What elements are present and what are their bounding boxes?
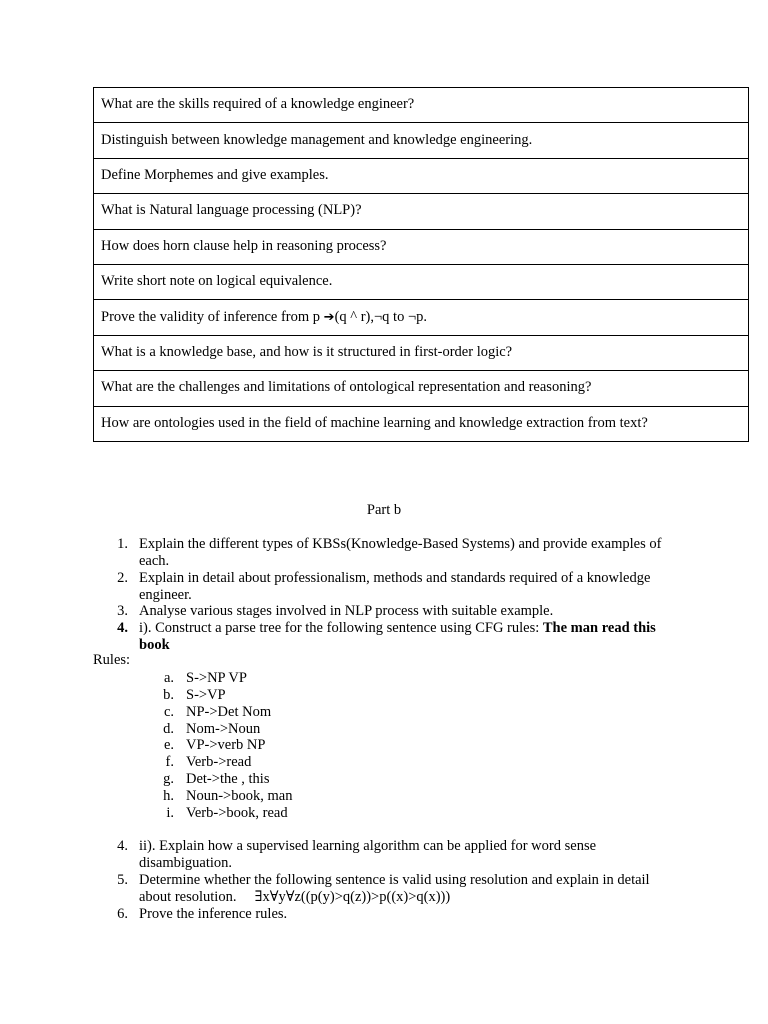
item-number: 3.: [117, 603, 128, 619]
question-cell: What are the challenges and limitations of ontological representation and reasoning?: [94, 371, 749, 406]
item-number: 5.: [117, 872, 128, 888]
rule-text: Noun->book, man: [186, 788, 293, 804]
table-row: [94, 335, 749, 370]
rule-text: NP->Det Nom: [186, 704, 272, 720]
questions-table: [93, 87, 749, 442]
question-cell: [94, 300, 749, 335]
table-row: [94, 194, 749, 229]
rule-text: Verb->book, read: [186, 805, 288, 821]
rule-text: Verb->read: [186, 754, 252, 770]
rule-letter: e.: [163, 737, 174, 753]
table-row: [94, 158, 749, 193]
item-number: 6.: [117, 906, 128, 922]
arrow-icon: ➔: [323, 309, 335, 325]
table-row: [94, 88, 749, 123]
question-text-tail: (q ^ r),¬q to ¬p.: [334, 308, 428, 325]
item-number: 1.: [117, 536, 128, 552]
rule-letter: c.: [163, 704, 174, 720]
item-number: 2.: [117, 570, 128, 586]
item-text: [139, 620, 679, 653]
logic-formula: ∃x∀y∀z((p(y)>q(z))>p((x)>q(x))): [254, 888, 451, 905]
rule-letter: i.: [166, 805, 174, 821]
rule-letter: f.: [165, 754, 174, 770]
item-text: Explain in detail about professionalism, methods and standards required of a knowledge engineer.: [139, 570, 651, 603]
item-text: [139, 872, 679, 905]
part-b-title: Part b: [366, 502, 402, 518]
question-cell: What is Natural language processing (NLP)?: [94, 194, 749, 229]
rule-letter: b.: [163, 687, 174, 703]
rule-text: Nom->Noun: [186, 721, 261, 737]
item-number: 4.: [117, 620, 128, 636]
rule-letter: h.: [163, 788, 174, 804]
rule-letter: d.: [163, 721, 174, 737]
question-cell: How are ontologies used in the field of machine learning and knowledge extraction from text?: [94, 406, 749, 441]
rule-text: S->NP VP: [186, 670, 247, 686]
question-cell: Write short note on logical equivalence.: [94, 264, 749, 299]
table-row: [94, 371, 749, 406]
rule-text: VP->verb NP: [186, 737, 266, 753]
question-cell: Define Morphemes and give examples.: [94, 158, 749, 193]
table-row: [94, 123, 749, 158]
table-row: [94, 300, 749, 335]
item-sentence: The man read this book: [139, 620, 656, 653]
item-text-main: Determine whether the following sentence is valid using resolution and explain in detail about resolution.: [139, 872, 650, 905]
item-text: ii). Explain how a supervised learning algorithm can be applied for word sense disambiguation.: [139, 838, 597, 871]
rule-text: Det->the , this: [186, 771, 270, 787]
item-text-main: i). Construct a parse tree for the following sentence using CFG rules:: [139, 620, 543, 636]
table-row: [94, 264, 749, 299]
table-row: [94, 406, 749, 441]
rules-label: Rules:: [93, 652, 131, 668]
rule-letter: g.: [163, 771, 174, 787]
item-number: 4.: [117, 838, 128, 854]
question-cell: Distinguish between knowledge management and knowledge engineering.: [94, 123, 749, 158]
item-text: Prove the inference rules.: [139, 906, 288, 922]
rule-letter: a.: [163, 670, 174, 686]
rule-text: S->VP: [186, 687, 226, 703]
question-cell: What are the skills required of a knowledge engineer?: [94, 88, 749, 123]
item-text: Analyse various stages involved in NLP process with suitable example.: [139, 603, 554, 619]
question-cell: How does horn clause help in reasoning process?: [94, 229, 749, 264]
question-text: Prove the validity of inference from p: [101, 308, 324, 325]
item-text: Explain the different types of KBSs(Knowledge-Based Systems) and provide examples of each.: [139, 536, 662, 569]
question-cell: What is a knowledge base, and how is it structured in first-order logic?: [94, 335, 749, 370]
table-row: [94, 229, 749, 264]
